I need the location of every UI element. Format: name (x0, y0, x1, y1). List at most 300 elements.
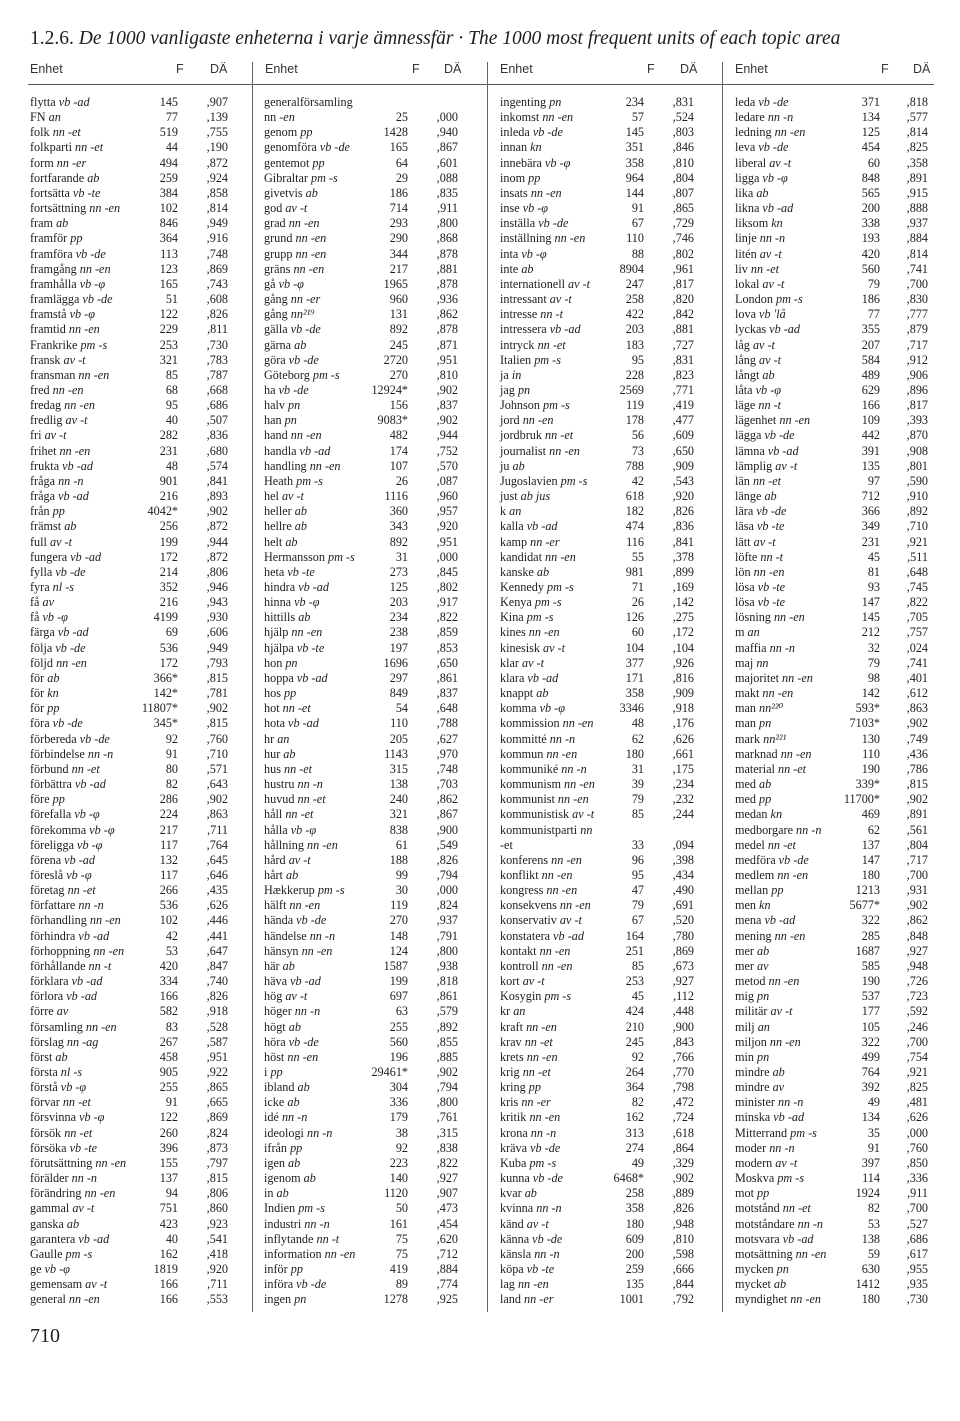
table-row (735, 322, 934, 337)
dispersion-value: ,864 (672, 1140, 694, 1155)
dispersion-value: ,234 (672, 777, 694, 792)
unit-entry: makt nn -en (735, 686, 794, 701)
dispersion-value: ,686 (906, 1231, 928, 1246)
unit-entry: framför pp (30, 231, 83, 246)
unit-entry: folkparti nn -et (30, 140, 104, 155)
table-row (735, 1050, 934, 1065)
unit-entry: med ab (735, 777, 772, 792)
unit-entry: Göteborg pm -s (264, 367, 340, 382)
table-row (30, 1141, 234, 1156)
table-row (735, 1080, 934, 1095)
frequency-value: 338 (861, 216, 880, 231)
frequency-value: 345* (153, 716, 178, 731)
dispersion-value: ,520 (672, 913, 694, 928)
frequency-value: 164 (625, 928, 644, 943)
unit-entry: klar av -t (500, 655, 544, 670)
dispersion-value: ,724 (672, 1110, 694, 1125)
table-row (500, 1050, 700, 1065)
unit-entry: Gibraltar pm -s (264, 170, 338, 185)
frequency-value: 77 (867, 307, 880, 322)
dispersion-value: ,960 (436, 489, 458, 504)
dispersion-value: ,902 (906, 792, 928, 807)
table-row (30, 929, 234, 944)
table-row (735, 777, 934, 792)
unit-entry: kommunism nn -en (500, 777, 595, 792)
dispersion-value: ,511 (907, 549, 928, 564)
table-row (500, 974, 700, 989)
unit-entry: knappt ab (500, 686, 549, 701)
table-row (264, 792, 464, 807)
unit-entry: nn -en (264, 110, 295, 125)
table-row (30, 913, 234, 928)
dispersion-value: ,949 (206, 216, 228, 231)
frequency-value: 60 (631, 625, 644, 640)
frequency-value: 1143 (384, 746, 408, 761)
frequency-value: 322 (861, 913, 880, 928)
frequency-value: 148 (389, 928, 408, 943)
table-row (264, 171, 464, 186)
unit-entry: information nn -en (264, 1246, 356, 1261)
unit-entry: kommuniké nn -n (500, 761, 587, 776)
dispersion-value: ,920 (672, 489, 694, 504)
frequency-value: 95 (165, 398, 178, 413)
dispersion-value: ,800 (436, 216, 458, 231)
dispersion-value: ,884 (436, 1262, 458, 1277)
table-row (500, 504, 700, 519)
table-row (30, 262, 234, 277)
frequency-value: 12924* (371, 382, 408, 397)
dispersion-value: ,673 (672, 958, 694, 973)
dispersion-value: ,710 (206, 746, 228, 761)
frequency-value: 110 (626, 231, 644, 246)
dispersion-value: ,850 (906, 1155, 928, 1170)
table-row (30, 898, 234, 913)
dispersion-value: ,717 (906, 852, 928, 867)
dispersion-value: ,000 (436, 110, 458, 125)
dispersion-value: ,528 (206, 1019, 228, 1034)
dispersion-value: ,590 (906, 473, 928, 488)
unit-entry: genom pp (264, 125, 313, 140)
frequency-value: 51 (165, 292, 178, 307)
dispersion-value: ,826 (206, 307, 228, 322)
dispersion-value: ,398 (672, 852, 694, 867)
unit-entry: hälft nn -en (264, 898, 321, 913)
unit-entry: författare nn -n (30, 898, 104, 913)
dispersion-value: ,902 (906, 898, 928, 913)
table-row (264, 1262, 464, 1277)
table-row (500, 883, 700, 898)
unit-entry: inför pp (264, 1262, 303, 1277)
dispersion-value: ,748 (436, 761, 458, 776)
frequency-value: 892 (389, 322, 408, 337)
unit-entry: hindra vb -ad (264, 580, 329, 594)
frequency-value: 113 (160, 246, 178, 261)
frequency-value: 197 (389, 640, 408, 655)
frequency-value: 1120 (384, 1186, 408, 1201)
frequency-value: 377 (625, 655, 644, 670)
unit-entry: fortsätta vb -te (30, 185, 101, 200)
unit-entry: främst ab (30, 519, 77, 534)
frequency-value: 2569 (619, 382, 644, 397)
frequency-value: 25 (395, 110, 408, 125)
frequency-value: 397 (861, 1155, 880, 1170)
table-row (500, 201, 700, 216)
table-row (30, 216, 234, 231)
frequency-value: 119 (626, 398, 644, 413)
frequency-value: 60 (867, 155, 880, 170)
table-row (264, 201, 464, 216)
table-row (735, 610, 934, 625)
table-row (30, 1156, 234, 1171)
dispersion-value: ,618 (672, 1125, 694, 1140)
unit-entry: höger nn -n (264, 1004, 321, 1019)
header-da: DÄ (210, 62, 228, 76)
unit-entry: gå vb -φ (264, 276, 304, 291)
unit-entry: förslag nn -ag (30, 1034, 99, 1049)
table-row (30, 383, 234, 398)
unit-entry: k an (500, 504, 522, 519)
unit-entry: hårt ab (264, 867, 299, 882)
frequency-value: 89 (395, 1277, 408, 1292)
unit-entry: lära vb -de (735, 504, 787, 519)
frequency-value: 8904 (619, 261, 644, 276)
frequency-value: 321 (389, 807, 408, 822)
table-row (735, 201, 934, 216)
dispersion-value: ,627 (436, 731, 458, 746)
table-row (500, 519, 700, 534)
frequency-value: 91 (631, 201, 644, 216)
unit-entry: leva vb -de (735, 140, 789, 155)
frequency-value: 180 (625, 746, 644, 761)
unit-entry: komma vb -φ (500, 701, 565, 716)
frequency-value: 200 (625, 1246, 644, 1261)
frequency-value: 274 (625, 1140, 644, 1155)
frequency-value: 351 (625, 140, 644, 155)
table-row (30, 1186, 234, 1201)
dispersion-value: ,863 (206, 807, 228, 822)
dispersion-value: ,441 (206, 928, 228, 943)
frequency-value: 788 (625, 458, 644, 473)
dispersion-value: ,948 (672, 1216, 694, 1231)
table-row (735, 338, 934, 353)
frequency-value: 131 (389, 307, 408, 322)
frequency-value: 161 (389, 1216, 408, 1231)
table-row (735, 1004, 934, 1019)
frequency-value: 1116 (384, 489, 408, 504)
frequency-value: 4042* (147, 504, 178, 519)
table-row (500, 231, 700, 246)
unit-entry: framföra vb -de (30, 246, 106, 261)
dispersion-value: ,315 (436, 1125, 458, 1140)
unit-entry: ingenting pn (500, 95, 562, 109)
dispersion-value: ,807 (672, 185, 694, 200)
frequency-value: 186 (389, 185, 408, 200)
frequency-value: 47 (631, 883, 644, 898)
frequency-value: 31 (631, 761, 644, 776)
dispersion-value: ,477 (672, 413, 694, 428)
dispersion-value: ,961 (672, 261, 694, 276)
unit-entry: gräns nn -en (264, 261, 325, 276)
unit-entry: medlem nn -en (735, 867, 809, 882)
frequency-value: 255 (159, 1080, 178, 1095)
frequency-value: 122 (159, 1110, 178, 1125)
dispersion-value: ,869 (206, 1110, 228, 1125)
frequency-value: 71 (631, 580, 644, 594)
dispersion-value: ,816 (672, 670, 694, 685)
unit-entry: fram ab (30, 216, 69, 231)
frequency-value: 960 (389, 292, 408, 307)
dispersion-value: ,872 (206, 155, 228, 170)
frequency-value: 73 (631, 443, 644, 458)
unit-entry: företag nn -et (30, 883, 96, 898)
unit-entry: genomföra vb -de (264, 140, 350, 155)
frequency-value: 474 (625, 519, 644, 534)
frequency-value: 264 (625, 1065, 644, 1079)
table-row (500, 625, 700, 640)
table-row (30, 944, 234, 959)
table-row (30, 1247, 234, 1262)
unit-entry: konstatera vb -ad (500, 928, 584, 943)
dispersion-value: ,881 (672, 322, 694, 337)
unit-entry: ledare nn -n (735, 110, 794, 125)
dispersion-value: ,712 (436, 1246, 458, 1261)
frequency-value: 190 (861, 974, 880, 989)
table-row (500, 1020, 700, 1035)
frequency-value: 172 (159, 549, 178, 564)
table-row (30, 95, 234, 110)
dispersion-value: ,620 (436, 1231, 458, 1246)
unit-entry: ligga vb -φ (735, 170, 788, 185)
frequency-value: 618 (625, 489, 644, 504)
dispersion-value: ,872 (206, 519, 228, 534)
unit-entry: mellan pp (735, 883, 784, 898)
table-row (735, 1232, 934, 1247)
dispersion-value: ,869 (206, 261, 228, 276)
dispersion-value: ,838 (436, 1140, 458, 1155)
dispersion-value: ,896 (906, 382, 928, 397)
table-row (500, 1232, 700, 1247)
frequency-value: 849 (389, 686, 408, 701)
unit-entry: förbereda vb -de (30, 731, 110, 746)
table-row (500, 474, 700, 489)
unit-entry: man pn (735, 716, 772, 731)
table-row (735, 1141, 934, 1156)
table-row (264, 125, 464, 140)
header-da: DÄ (913, 62, 931, 76)
frequency-value: 304 (389, 1080, 408, 1095)
table-row (264, 156, 464, 171)
table-row (735, 277, 934, 292)
unit-entry: förbund nn -et (30, 761, 100, 776)
table-row (264, 444, 464, 459)
frequency-value: 171 (625, 670, 644, 685)
table-row (30, 883, 234, 898)
table-row (735, 686, 934, 701)
unit-entry: följa vb -de (30, 640, 86, 655)
dispersion-value: ,818 (436, 974, 458, 989)
unit-entry: Kina pm -s (500, 610, 554, 625)
frequency-value: 321 (159, 352, 178, 367)
dispersion-value: ,930 (206, 610, 228, 625)
table-row (30, 701, 234, 716)
dispersion-value: ,749 (906, 731, 928, 746)
dispersion-value: ,454 (436, 1216, 458, 1231)
dispersion-value: ,553 (206, 1292, 228, 1307)
dispersion-value: ,902 (436, 382, 458, 397)
unit-entry: Hækkerup pm -s (264, 883, 345, 898)
table-row (264, 565, 464, 580)
dispersion-value: ,845 (436, 564, 458, 579)
unit-entry: gentemot pp (264, 155, 325, 170)
table-row (500, 807, 700, 822)
table-row (500, 398, 700, 413)
dispersion-value: ,139 (206, 110, 228, 125)
dispersion-value: ,436 (906, 746, 928, 761)
frequency-value: 454 (861, 140, 880, 155)
frequency-value: 499 (861, 1049, 880, 1064)
unit-entry: hot nn -et (264, 701, 311, 716)
frequency-value: 33 (631, 837, 644, 852)
unit-entry: förhandling nn -en (30, 913, 121, 928)
unit-entry: grupp nn -en (264, 246, 327, 261)
dispersion-value: ,571 (206, 761, 228, 776)
table-row (264, 1065, 464, 1080)
table-row (735, 625, 934, 640)
table-row (500, 701, 700, 716)
table-row (735, 398, 934, 413)
frequency-value: 536 (159, 640, 178, 655)
table-row (735, 1110, 934, 1125)
table-row (264, 1110, 464, 1125)
dispersion-value: ,921 (906, 1065, 928, 1079)
dispersion-value: ,878 (436, 246, 458, 261)
unit-entry: hr an (264, 731, 290, 746)
table-row (264, 989, 464, 1004)
dispersion-value: ,836 (206, 428, 228, 443)
frequency-value: 56 (631, 428, 644, 443)
unit-entry: mindre av (735, 1080, 785, 1095)
frequency-value: 95 (631, 352, 644, 367)
table-row (30, 1065, 234, 1080)
unit-entry: hon pn (264, 655, 298, 670)
table-row (500, 307, 700, 322)
unit-entry: mig pn (735, 989, 770, 1004)
frequency-value: 11700* (843, 792, 880, 807)
unit-entry: köpa vb -te (500, 1262, 555, 1277)
table-row (264, 140, 464, 155)
frequency-value: 140 (389, 1171, 408, 1186)
unit-entry: kritik nn -en (500, 1110, 561, 1125)
dispersion-value: ,771 (672, 382, 694, 397)
table-row (735, 1171, 934, 1186)
dispersion-value: ,927 (436, 1171, 458, 1186)
unit-entry: hos pp (264, 686, 297, 701)
frequency-value: 5677* (849, 898, 880, 913)
unit-entry: full av -t (30, 534, 72, 549)
frequency-value: 207 (861, 337, 880, 352)
frequency-value: 584 (861, 352, 880, 367)
frequency-value: 391 (861, 443, 880, 458)
table-row (500, 95, 700, 110)
dispersion-value: ,900 (436, 822, 458, 837)
frequency-value: 64 (395, 155, 408, 170)
unit-entry: konservativ av -t (500, 913, 582, 928)
dispersion-value: ,802 (672, 246, 694, 261)
dispersion-value: ,842 (672, 307, 694, 322)
unit-entry: fredlig av -t (30, 413, 88, 428)
unit-entry: ju ab (500, 458, 525, 473)
unit-entry: låg av -t (735, 337, 775, 352)
table-row (30, 444, 234, 459)
frequency-value: 1696 (383, 655, 408, 670)
frequency-value: 424 (625, 1004, 644, 1019)
dispersion-value: ,612 (906, 686, 928, 701)
unit-entry: halv pn (264, 398, 301, 413)
unit-entry: kines nn -en (500, 625, 560, 640)
table-row (30, 792, 234, 807)
dispersion-value: ,843 (672, 1034, 694, 1049)
table-row (264, 732, 464, 747)
frequency-value: 39 (631, 777, 644, 792)
frequency-value: 83 (165, 1019, 178, 1034)
unit-entry: inse vb -φ (500, 201, 549, 216)
unit-entry: just ab jus (500, 489, 551, 504)
table-row (30, 550, 234, 565)
frequency-value: 228 (625, 367, 644, 382)
unit-entry: hålla vb -φ (264, 822, 317, 837)
dispersion-value: ,830 (906, 292, 928, 307)
unit-entry: föreslå vb -φ (30, 867, 92, 882)
dispersion-value: ,446 (206, 913, 228, 928)
dispersion-value: ,937 (906, 216, 928, 231)
frequency-value: 31 (395, 549, 408, 564)
frequency-value: 582 (159, 1004, 178, 1019)
unit-entry: litén av -t (735, 246, 782, 261)
frequency-value: 132 (159, 852, 178, 867)
frequency-value: 178 (625, 413, 644, 428)
column-divider (487, 62, 488, 1312)
frequency-value: 1428 (383, 125, 408, 140)
table-row (30, 459, 234, 474)
table-row (30, 807, 234, 822)
dispersion-value: ,922 (206, 1065, 228, 1079)
dispersion-value: ,802 (436, 580, 458, 594)
frequency-value: 1001 (619, 1292, 644, 1307)
frequency-value: 423 (159, 1216, 178, 1231)
frequency-value: 193 (861, 231, 880, 246)
table-row (735, 989, 934, 1004)
dispersion-value: ,911 (907, 1186, 928, 1201)
unit-entry: förlora vb -ad (30, 989, 98, 1004)
frequency-value: 126 (625, 610, 644, 625)
unit-entry: moder nn -n (735, 1140, 795, 1155)
dispersion-value: ,142 (672, 595, 694, 610)
table-row (264, 231, 464, 246)
unit-entry: hand nn -en (264, 428, 322, 443)
frequency-value: 1819 (153, 1262, 178, 1277)
frequency-value: 92 (631, 1049, 644, 1064)
dispersion-value: ,853 (436, 640, 458, 655)
table-row (735, 807, 934, 822)
dispersion-value: ,823 (672, 367, 694, 382)
dispersion-value: ,822 (436, 610, 458, 625)
table-row (264, 1095, 464, 1110)
table-row (30, 959, 234, 974)
unit-entry: gärna ab (264, 337, 307, 352)
frequency-value: 297 (389, 670, 408, 685)
frequency-value: 69 (165, 625, 178, 640)
table-row (30, 974, 234, 989)
